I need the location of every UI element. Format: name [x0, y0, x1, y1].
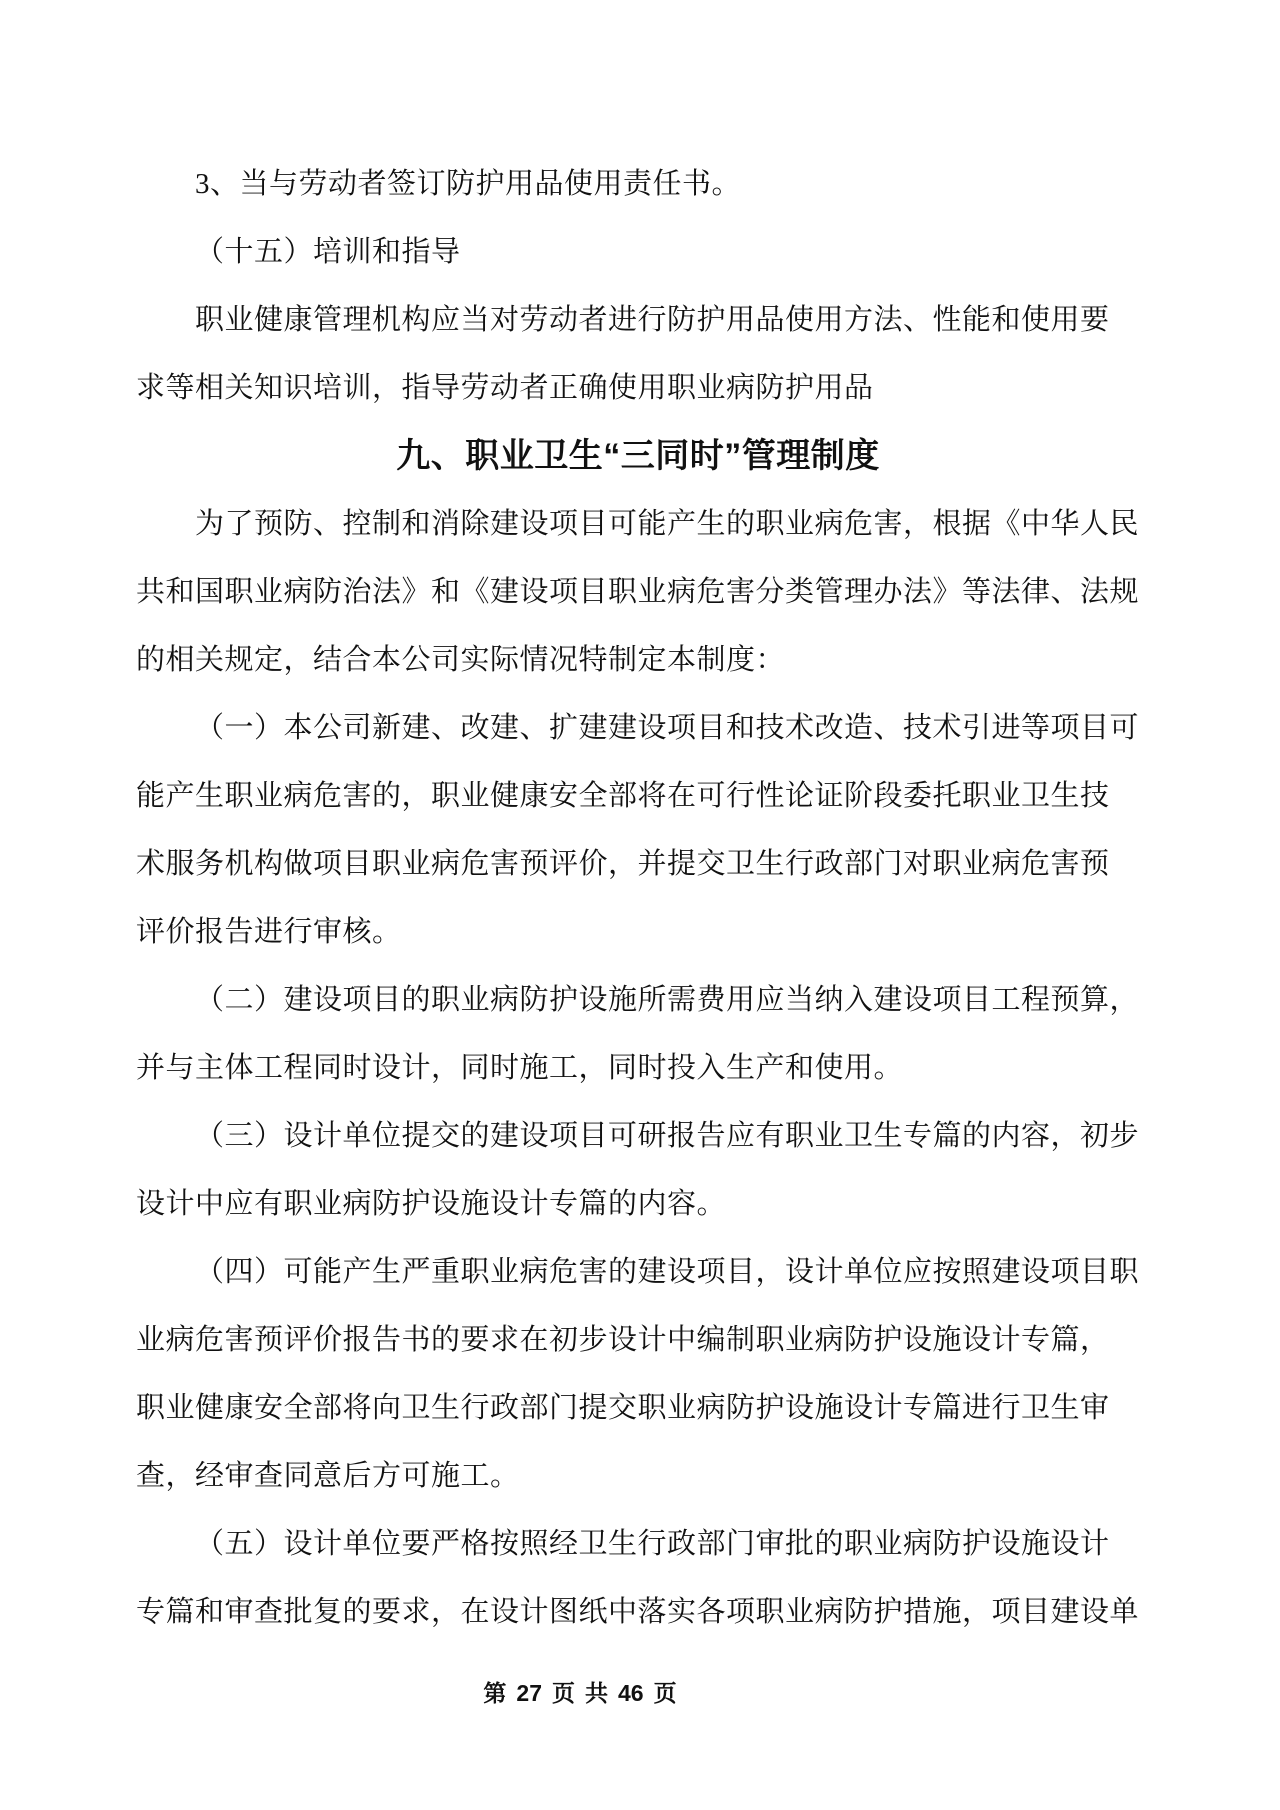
text-line: 并与主体工程同时设计，同时施工，同时投入生产和使用。	[136, 1052, 904, 1084]
text-line: 为了预防、控制和消除建设项目可能产生的职业病危害，根据《中华人民	[195, 508, 1140, 540]
text-line: （五）设计单位要严格按照经卫生行政部门审批的职业病防护设施设计	[195, 1528, 1110, 1560]
text-line: 职业健康管理机构应当对劳动者进行防护用品使用方法、性能和使用要	[195, 304, 1110, 336]
text-line: （十五）培训和指导	[195, 236, 461, 268]
text-line: 业病危害预评价报告书的要求在初步设计中编制职业病防护设施设计专篇，	[136, 1324, 1110, 1356]
text-line: 查，经审查同意后方可施工。	[136, 1460, 520, 1492]
text-line: 设计中应有职业病防护设施设计专篇的内容。	[136, 1188, 727, 1220]
text-line: 专篇和审查批复的要求，在设计图纸中落实各项职业病防护措施，项目建设单	[136, 1596, 1140, 1628]
text-line: 职业健康安全部将向卫生行政部门提交职业病防护设施设计专篇进行卫生审	[136, 1392, 1110, 1424]
text-line: （三）设计单位提交的建设项目可研报告应有职业卫生专篇的内容，初步	[195, 1120, 1140, 1152]
text-line: 3、当与劳动者签订防护用品使用责任书。	[195, 168, 742, 200]
text-line: （一）本公司新建、改建、扩建建设项目和技术改造、技术引进等项目可	[195, 712, 1140, 744]
text-line: 共和国职业病防治法》和《建设项目职业病危害分类管理办法》等法律、法规	[136, 576, 1140, 608]
text-line: 能产生职业病危害的，职业健康安全部将在可行性论证阶段委托职业卫生技	[136, 780, 1110, 812]
text-line: 评价报告进行审核。	[136, 916, 402, 948]
document-body	[136, 150, 1140, 1646]
footer-page-label: 页	[552, 1680, 575, 1706]
footer-of-label: 共	[585, 1680, 608, 1706]
page-footer	[483, 1675, 676, 1708]
text-line: （二）建设项目的职业病防护设施所需费用应当纳入建设项目工程预算，	[195, 984, 1140, 1016]
footer-suffix: 页	[653, 1680, 677, 1706]
section-heading: 九、职业卫生“三同时”管理制度	[396, 437, 880, 475]
text-line: 术服务机构做项目职业病危害预评价，并提交卫生行政部门对职业病危害预	[136, 848, 1110, 880]
footer-prefix: 第	[483, 1680, 507, 1706]
page-number: 27	[516, 1680, 542, 1706]
text-line: 求等相关知识培训，指导劳动者正确使用职业病防护用品	[136, 372, 874, 404]
text-line: （四）可能产生严重职业病危害的建设项目，设计单位应按照建设项目职	[195, 1256, 1140, 1288]
total-pages: 46	[618, 1680, 644, 1706]
text-line: 的相关规定，结合本公司实际情况特制定本制度：	[136, 644, 786, 676]
